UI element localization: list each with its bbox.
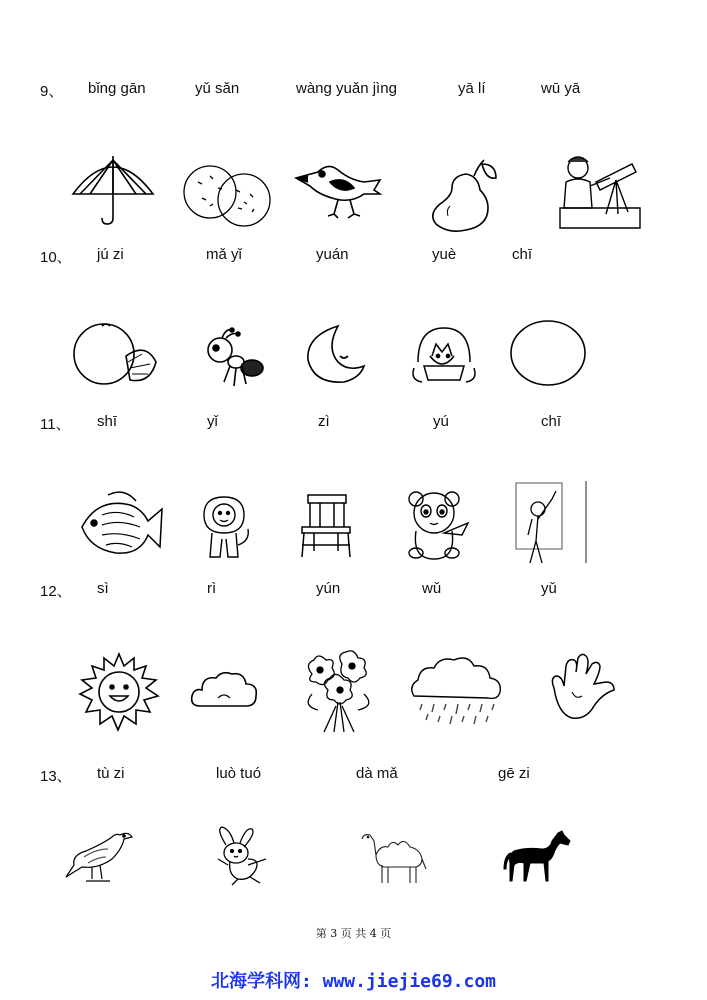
orange-icon [70, 320, 162, 390]
pinyin-label: wǔ [422, 580, 442, 597]
pinyin-label: yuán [316, 246, 349, 263]
pinyin-label: wū yā [541, 80, 581, 97]
cloud-icon [188, 668, 260, 712]
cat-eating-icon [410, 322, 478, 388]
panda-bear-icon [404, 489, 474, 561]
pinyin-label: shī [97, 413, 118, 430]
horse-icon [502, 829, 572, 885]
camel-icon [360, 831, 428, 885]
telescope-boy-icon [556, 148, 644, 232]
moon-icon [300, 322, 366, 388]
pinyin-label: yǐ [207, 413, 218, 430]
flowers-icon [298, 650, 378, 734]
question-number: 11、 [40, 416, 71, 433]
page-footer: 第 3 页 共 4 页 [315, 927, 392, 940]
bird-icon [62, 825, 134, 885]
rabbit-icon [212, 825, 274, 887]
fish-icon [78, 487, 164, 567]
question-9 [0, 80, 707, 246]
pinyin-label: sì [97, 580, 109, 597]
question-11 [0, 413, 707, 579]
pinyin-label: wàng yuǎn jìng [296, 80, 397, 97]
pinyin-label: yā lí [458, 80, 486, 97]
pinyin-label: chī [541, 413, 562, 430]
chair-icon [296, 493, 356, 561]
pinyin-label: yǔ [541, 580, 557, 597]
question-number: 12、 [40, 583, 72, 600]
question-12 [0, 580, 707, 746]
pinyin-label: tù zi [97, 765, 125, 782]
question-number: 9、 [40, 83, 64, 100]
pinyin-label: dà mǎ [356, 765, 398, 782]
pinyin-label: yǔ sǎn [195, 80, 240, 97]
question-number: 13、 [40, 768, 72, 785]
pinyin-label: rì [207, 580, 217, 597]
pinyin-label: yuè [432, 246, 457, 263]
pinyin-label: jú zi [97, 246, 124, 263]
question-number: 10、 [40, 249, 72, 266]
pinyin-label: mǎ yǐ [206, 246, 242, 263]
ant-icon [202, 326, 264, 392]
hand-icon [546, 652, 620, 724]
site-watermark: 北海学科网: www.jiejie69.com [210, 971, 497, 992]
pear-icon [422, 154, 504, 234]
pinyin-label: yú [433, 413, 449, 430]
pinyin-label: zì [318, 413, 330, 430]
sun-icon [78, 652, 160, 732]
umbrella-icon [68, 152, 158, 227]
pinyin-label: yún [316, 580, 341, 597]
lion-icon [198, 495, 252, 563]
crow-icon [294, 160, 384, 224]
child-writing-icon [512, 479, 590, 567]
pinyin-label: chī [512, 246, 533, 263]
question-10 [0, 246, 707, 412]
question-13 [0, 765, 707, 931]
pinyin-label: luò tuó [216, 765, 262, 782]
circle-icon [508, 318, 588, 388]
pinyin-label: gē zi [498, 765, 530, 782]
biscuits-icon [180, 162, 272, 228]
pinyin-label: bǐng gān [88, 80, 146, 97]
rain-cloud-icon [408, 654, 504, 726]
